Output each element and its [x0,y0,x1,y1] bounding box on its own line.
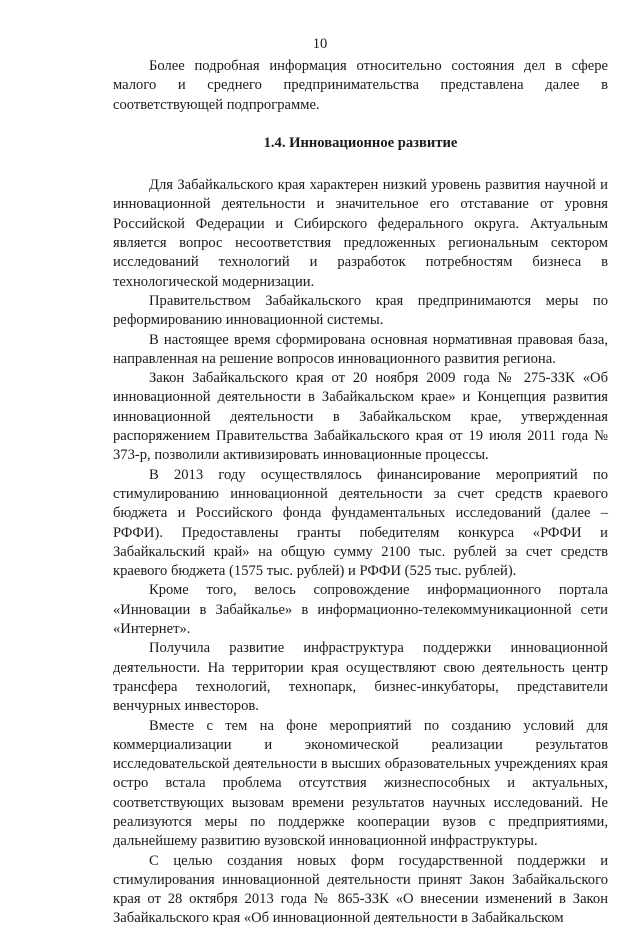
paragraph: В 2013 году осуществлялось финансирование мероприятий по стимулированию инновационной деятельности за счет средств краевого бюджета и Российского фонда фундаментальных исследований (далее – РФФИ). Предоставлены гранты победителям конкурса «РФФИ и Забайкальский край» на общую сумму 2100 тыс. рублей за счет средств краевого бюджета (1575 тыс. рублей) и РФФИ (525 тыс. рублей). [113,466,608,580]
paragraph: Получила развитие инфраструктура поддержки инновационной деятельности. На территории края осуществляют свою деятельность центр трансфера технологий, технопарк, бизнес-инкубаторы, представители венчурных инвесторов. [113,640,608,715]
intro-paragraph: Более подробная информация относительно состояния дел в сфере малого и среднего предпринимательства представлена далее в соответствующей подпрограмме. [113,58,608,113]
page-number: 10 [312,36,328,52]
section-heading: 1.4. Инновационное развитие [263,134,458,151]
paragraph: Для Забайкальского края характерен низкий уровень развития научной и инновационной деятельности и значительное его отставание от уровня Российской Федерации и Сибирского федерального округа. Актуальным является вопрос несоответствия предложенных региональным сектором исследований технологий и разработок потребностям бизнеса в технологической модернизации. [113,177,608,290]
document-body [113,57,608,929]
paragraph: Вместе с тем на фоне мероприятий по созданию условий для коммерциализации и экономической реализации результатов исследовательской деятельности в высших образовательных учреждениях края остро встала проблема отсутствия жизнеспособных и актуальных, соответствующих вызовам времени результатов научных исследований. Не реализуются меры по поддержке кооперации вузов с предприятиями, дальнейшему развитию вузовской инновационной инфраструктуры. [113,717,608,850]
paragraph: Закон Забайкальского края от 20 ноября 2009 года № 275-ЗЗК «Об инновационной деятельности в Забайкальском крае» и Концепция развития инновационной деятельности в Забайкальском крае, утвержденная распоряжением Правительства Забайкальского края от 19 июля 2011 года № 373-р, позволили активизировать инновационные процессы. [113,370,608,464]
paragraph: Правительством Забайкальского края предпринимаются меры по реформированию инновационной системы. [113,292,608,329]
paragraph: С целью создания новых форм государственной поддержки и стимулирования инновационной деятельности принят Закон Забайкальского края от 28 октября 2013 года № 865-ЗЗК «О внесении изменений в Закон Забайкальского края «Об инновационной деятельности в Забайкальском [113,852,608,927]
paragraph: Кроме того, велось сопровождение информационного портала «Инновации в Забайкалье» в информационно-телекоммуникационной сети «Интернет». [113,582,608,638]
paragraph: В настоящее время сформирована основная нормативная правовая база, направленная на решение вопросов инновационного развития региона. [113,331,608,367]
